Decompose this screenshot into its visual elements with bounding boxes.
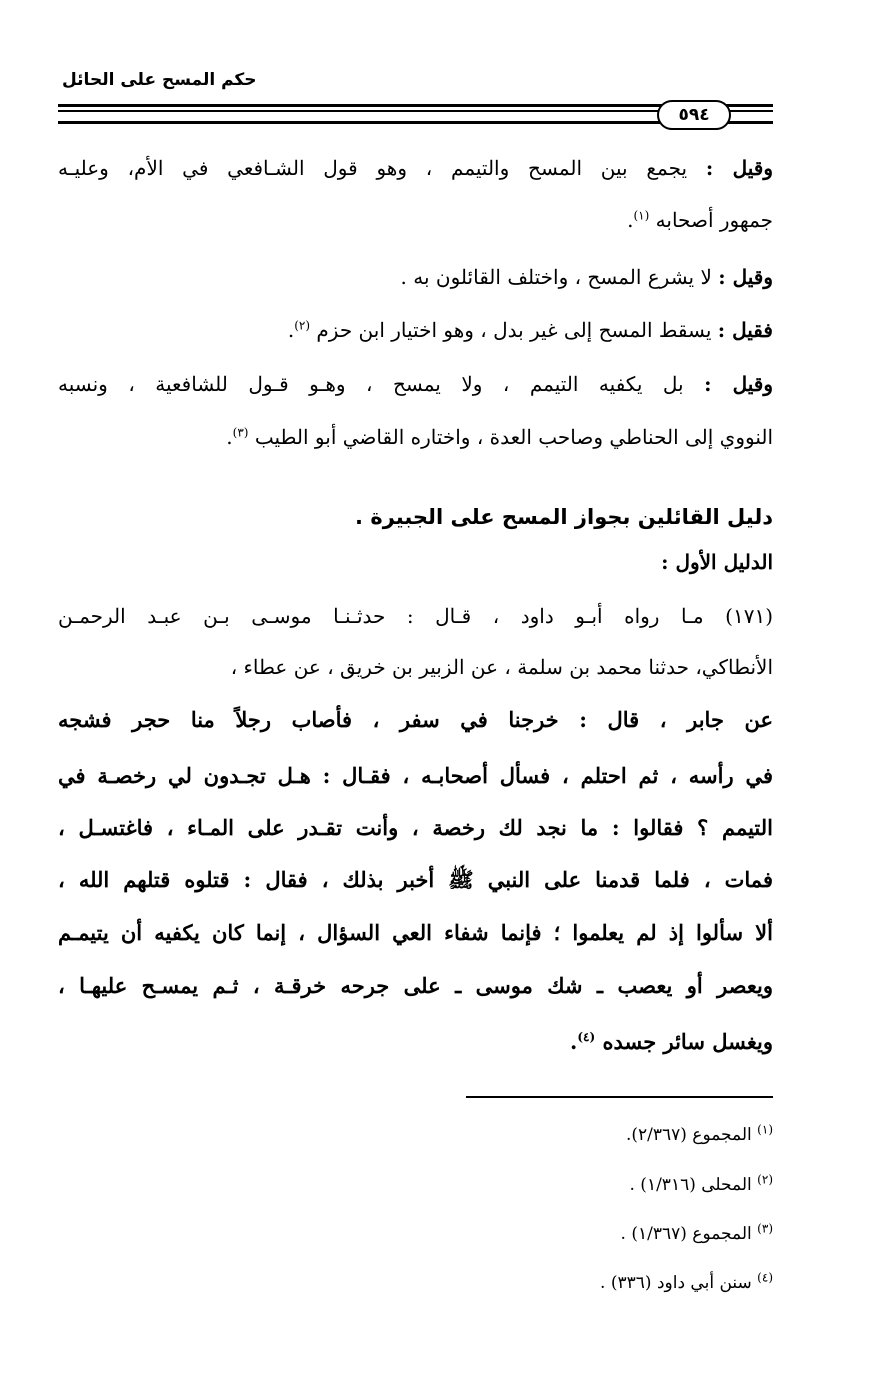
footnote-number: (٢) [757,1172,773,1187]
footnote-4 [600,1270,773,1293]
hadith-line-2: في رأسه ، ثم احتلم ، فسأل أصحابـه ، فقـال : هـل تجـدون لي رخصـة في [58,763,773,788]
footnote-number: (١) [757,1122,773,1137]
paragraph-text: يسقط المسح إلى غير بدل ، وهو اختيار ابن حزم [316,318,712,342]
hadith-chain-line-2: الأنطاكي، حدثنا محمد بن سلمة ، عن الزبير بن خريق ، عن عطاء ، [230,655,773,679]
paragraph-label: وقيل : [704,372,774,396]
first-evidence-heading: الدليل الأول : [661,550,773,574]
hadith-line-1: عن جابر ، قال : خرجنا في سفر ، فأصاب رجلاً منا حجر فشجه [58,707,773,732]
full-stop: . [627,208,634,232]
footnote-2 [629,1172,774,1195]
page-number-badge [657,100,731,130]
footnote-text: سنن أبي داود (٣٣٦) . [600,1273,752,1293]
footnote-ref: (١) [633,208,650,223]
page-number: ٥٩٤ [678,105,710,125]
footnote-text: المجموع (١/٣٦٧) . [620,1224,752,1244]
hadith-line-5: ألا سألوا إذ لم يعلموا ؛ فإنما شفاء العي السؤال ، إنما كان يكفيه أن يتيمـم [58,920,773,945]
paragraph-text: لا يشرع المسح ، واختلف القائلون به . [400,265,712,289]
hadith-text: ويغسل سائر جسده [602,1029,773,1054]
paragraph-4-line-2 [58,422,773,452]
paragraph-4-line-1 [58,369,773,399]
footnote-separator [466,1096,773,1098]
running-title: حكم المسح على الحائل [62,70,257,90]
full-stop: . [570,1029,578,1054]
paragraph-label: فقيل : [717,318,773,342]
footnote-ref: (٣) [232,425,249,440]
section-heading: دليل القائلين بجواز المسح على الجبيرة . [355,505,773,529]
paragraph-1-line-2 [58,205,773,235]
footnote-1 [625,1122,773,1145]
footnote-text: المحلى (١/٣١٦) . [629,1175,752,1195]
full-stop: . [226,425,233,449]
hadith-line-3: التيمم ؟ فقالوا : ما نجد لك رخصة ، وأنت تقـدر على المـاء ، فاغتسـل ، [58,815,773,840]
paragraph-label: وقيل : [718,265,773,289]
hadith-line-4: فمات ، فلما قدمنا على النبي ﷺ أخبر بذلك ، فقال : قتلوه قتلهم الله ، [58,867,773,892]
paragraph-text: النووي إلى الحناطي وصاحب العدة ، واختاره القاضي أبو الطيب [254,425,773,449]
footnote-number: (٤) [757,1270,773,1285]
paragraph-text: جمهور أصحابه [655,208,773,232]
paragraph-text: يجمع بين المسح والتيمم ، وهو قول الشـافعي في الأم، وعليـه [58,156,688,180]
paragraph-label: وقيل : [705,156,774,180]
hadith-chain-line-1: (١٧١) مـا رواه أبـو داود ، قـال : حدثـنـا موسـى بـن عبـد الرحمـن [58,604,773,628]
hadith-line-7 [58,1027,773,1057]
full-stop: . [287,318,295,342]
hadith-line-6: ويعصر أو يعصب ـ شك موسى ـ على جرحه خرقـة ، ثـم يمسـح عليهـا ، [58,973,773,998]
footnote-ref: (٤) [577,1030,596,1044]
footnote-number: (٣) [757,1221,773,1236]
paragraph-2 [58,262,773,292]
footnote-3 [620,1221,773,1244]
paragraph-3 [58,315,773,345]
footnote-ref: (٢) [294,318,311,333]
paragraph-text: بل يكفيه التيمم ، ولا يمسح ، وهـو قـول للشافعية ، ونسبه [58,372,684,396]
footnote-text: المجموع (٢/٣٦٧). [625,1125,752,1145]
paragraph-1-line-1 [58,153,773,183]
